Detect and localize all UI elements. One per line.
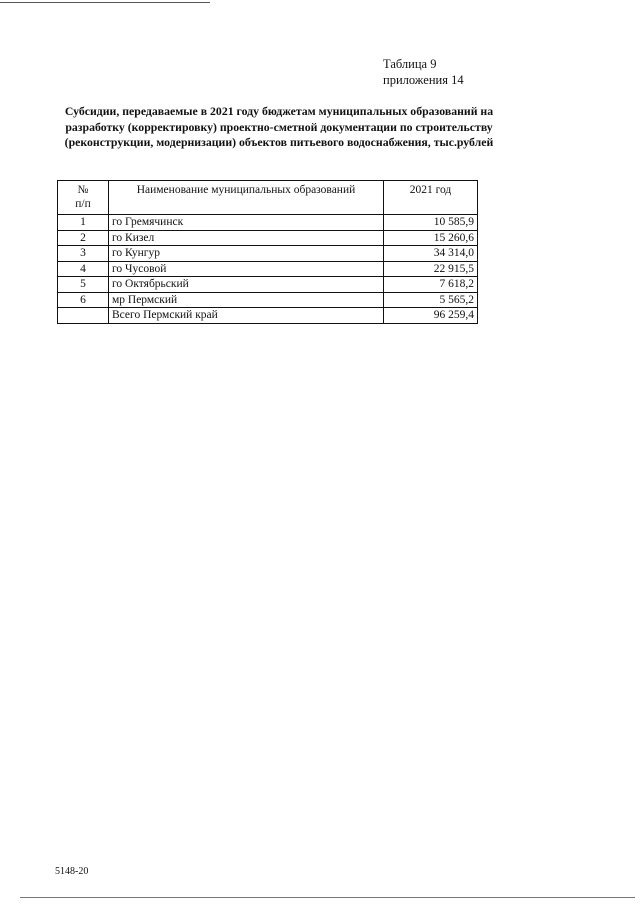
column-header-municipality: Наименование муниципальных образований xyxy=(109,181,384,215)
column-header-year: 2021 год xyxy=(384,181,478,215)
document-code: 5148-20 xyxy=(55,866,89,877)
document-title: Субсидии, передаваемые в 2021 году бюджетам муниципальных образований на разработку (корректировку) проектно-сметной документации по строительству (реконструкции, модернизации) объектов питьевого водоснабжения, тыс.рублей xyxy=(64,104,494,149)
column-header-number-line2: п/п xyxy=(75,198,91,210)
subsidy-amount: 7 618,2 xyxy=(384,277,478,293)
subsidy-amount: 22 915,5 xyxy=(384,261,478,277)
table-row xyxy=(58,292,478,308)
scan-edge-line-bottom xyxy=(20,897,635,898)
subsidy-amount: 10 585,9 xyxy=(384,215,478,231)
subsidy-amount: 5 565,2 xyxy=(384,292,478,308)
table-row xyxy=(58,246,478,262)
column-header-number xyxy=(58,181,109,215)
total-row-number xyxy=(58,308,109,324)
municipality-name: го Чусовой xyxy=(109,261,384,277)
row-number: 2 xyxy=(58,230,109,246)
table-row xyxy=(58,215,478,231)
subsidy-amount: 34 314,0 xyxy=(384,246,478,262)
subsidy-amount: 15 260,6 xyxy=(384,230,478,246)
table-row xyxy=(58,261,478,277)
municipality-name: го Октябрьский xyxy=(109,277,384,293)
appendix-number: приложения 14 xyxy=(383,73,464,87)
table-reference xyxy=(383,56,464,88)
row-number: 1 xyxy=(58,215,109,231)
row-number: 4 xyxy=(58,261,109,277)
municipality-name: мр Пермский xyxy=(109,292,384,308)
municipality-name: го Кунгур xyxy=(109,246,384,262)
subsidies-table xyxy=(57,180,478,324)
scan-edge-line-top xyxy=(0,2,210,3)
table-row xyxy=(58,277,478,293)
table-total-row xyxy=(58,308,478,324)
row-number: 6 xyxy=(58,292,109,308)
row-number: 5 xyxy=(58,277,109,293)
total-amount: 96 259,4 xyxy=(384,308,478,324)
municipality-name: го Гремячинск xyxy=(109,215,384,231)
column-header-number-line1: № xyxy=(77,184,89,196)
table-row xyxy=(58,230,478,246)
municipality-name: го Кизел xyxy=(109,230,384,246)
table-number: Таблица 9 xyxy=(383,57,437,71)
row-number: 3 xyxy=(58,246,109,262)
total-label: Всего Пермский край xyxy=(109,308,384,324)
table-header-row xyxy=(58,181,478,215)
